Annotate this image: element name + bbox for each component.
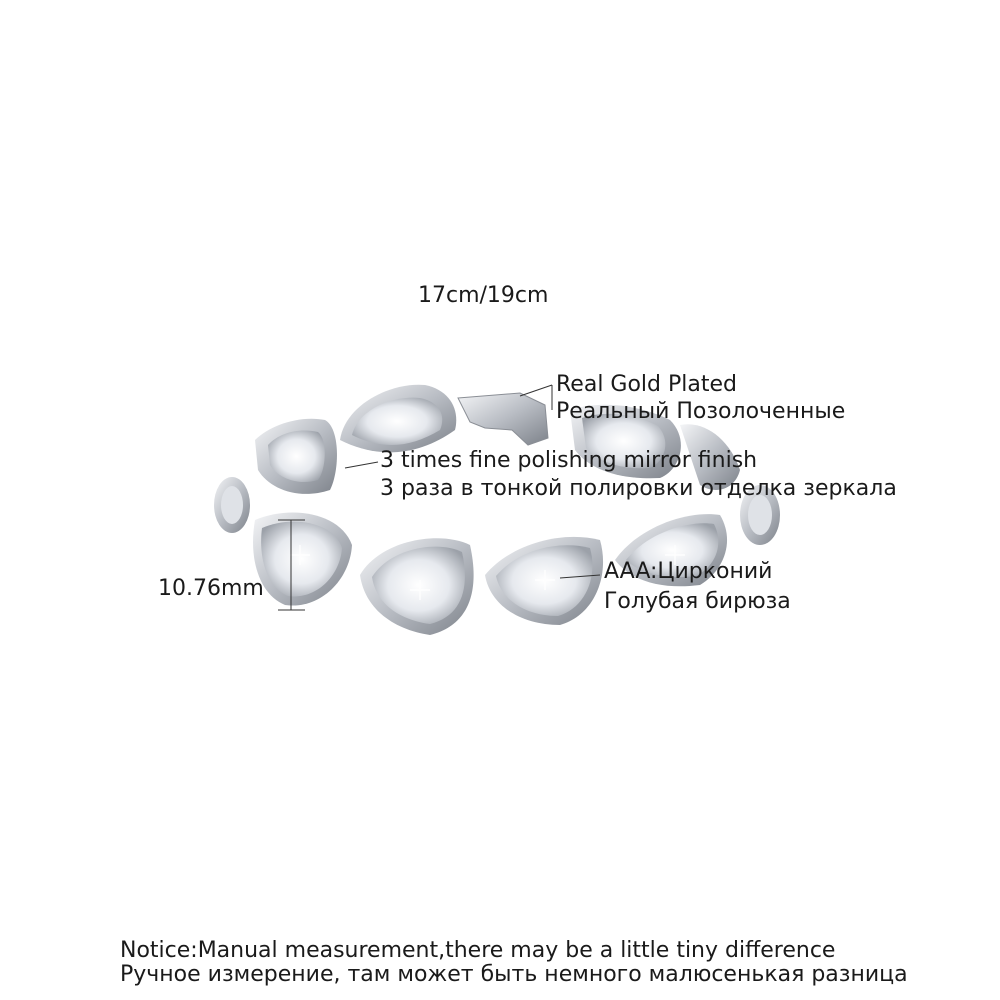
plating-callout-en: Real Gold Plated: [556, 372, 737, 397]
size-label: 17cm/19cm: [418, 283, 549, 308]
notice-ru: Ручное измерение, там может быть немного малюсенькая разница: [120, 962, 908, 987]
width-label: 10.76mm: [158, 576, 264, 601]
polish-callout-en: 3 times fine polishing mirror finish: [380, 448, 758, 473]
notice-en: Notice:Manual measurement,there may be a little tiny difference: [120, 938, 836, 963]
stone-callout-ru: Голубая бирюза: [604, 589, 791, 614]
stone-callout-en: AAA:Цирконий: [604, 559, 773, 584]
plating-callout-ru: Реальный Позолоченные: [556, 399, 846, 424]
polish-callout-ru: 3 раза в тонкой полировки отделка зеркала: [380, 476, 897, 501]
